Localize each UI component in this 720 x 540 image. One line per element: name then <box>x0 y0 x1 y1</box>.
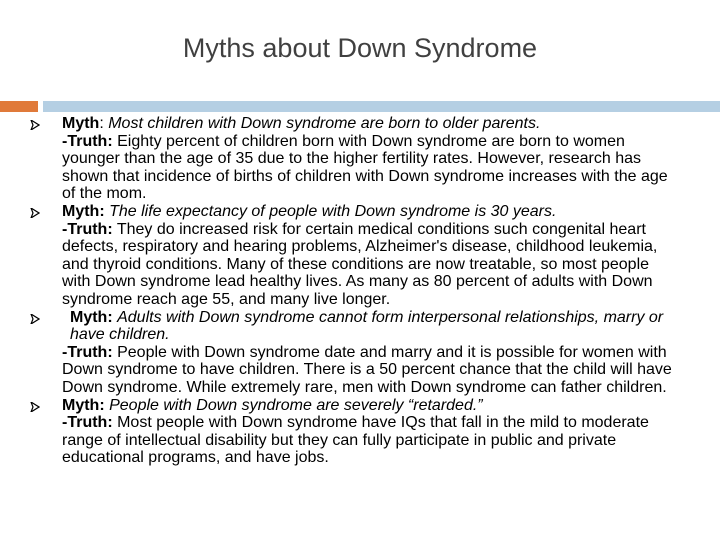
list-item <box>30 397 680 467</box>
myth-separator: : <box>99 115 109 132</box>
myth-text: The life expectancy of people with Down syndrome is 30 years. <box>109 202 557 220</box>
myth-label: Myth: <box>70 308 113 326</box>
list-item <box>30 203 680 309</box>
accent-bar-orange <box>0 101 38 112</box>
arrow-bullet-icon <box>30 120 40 130</box>
arrow-bullet-icon <box>30 208 40 218</box>
list-item <box>30 309 680 397</box>
arrow-bullet-icon <box>30 402 40 412</box>
truth-text: Eighty percent of children born with Down syndrome are born to women younger than the age of 35 due to the higher fertility rates. However, research has shown that incidence of births of children with Down syndrome increases with the age of the mom. <box>62 132 668 203</box>
myth-text: Most children with Down syndrome are born to older parents. <box>108 115 541 132</box>
myth-text: Adults with Down syndrome cannot form interpersonal relationships, marry or have children. <box>70 308 664 344</box>
truth-line <box>62 133 680 203</box>
myth-text: People with Down syndrome are severely “retarded.” <box>109 396 483 414</box>
truth-label: -Truth: <box>62 343 113 361</box>
truth-text: People with Down syndrome date and marry and it is possible for women with Down syndrome to have children. There is a 50 percent chance that the child will have Down syndrome. While extremely rare, men with Down syndrome can father children. <box>62 343 672 396</box>
myth-line <box>62 397 680 415</box>
myth-label: Myth <box>62 115 100 132</box>
list-item <box>30 115 680 203</box>
truth-label: -Truth: <box>62 132 113 150</box>
truth-text: Most people with Down syndrome have IQs that fall in the mild to moderate range of intellectual disability but they can fully participate in public and private educational programs, and have jobs. <box>62 414 649 467</box>
arrow-bullet-icon <box>30 314 40 324</box>
myth-line <box>62 309 680 344</box>
truth-line <box>62 414 680 467</box>
bullet-list <box>30 115 680 467</box>
truth-label: -Truth: <box>62 220 113 238</box>
myth-label: Myth: <box>62 396 105 414</box>
truth-text: They do increased risk for certain medical conditions such congenital heart defects, respiratory and hearing problems, Alzheimer's disease, childhood leukemia, and thyroid conditions. Many of these conditions are now treatable, so most people with Down syndrome lead healthy lives. As many as 80 percent of adults with Down syndrome reach age 55, and many live longer. <box>62 220 658 308</box>
slide-title: Myths about Down Syndrome <box>182 33 538 63</box>
truth-label: -Truth: <box>62 414 113 432</box>
accent-bar-blue <box>43 101 720 112</box>
truth-line <box>62 221 680 309</box>
myth-label: Myth: <box>62 202 105 220</box>
myth-line <box>62 115 680 133</box>
myth-line <box>62 203 680 221</box>
truth-line <box>62 344 680 397</box>
